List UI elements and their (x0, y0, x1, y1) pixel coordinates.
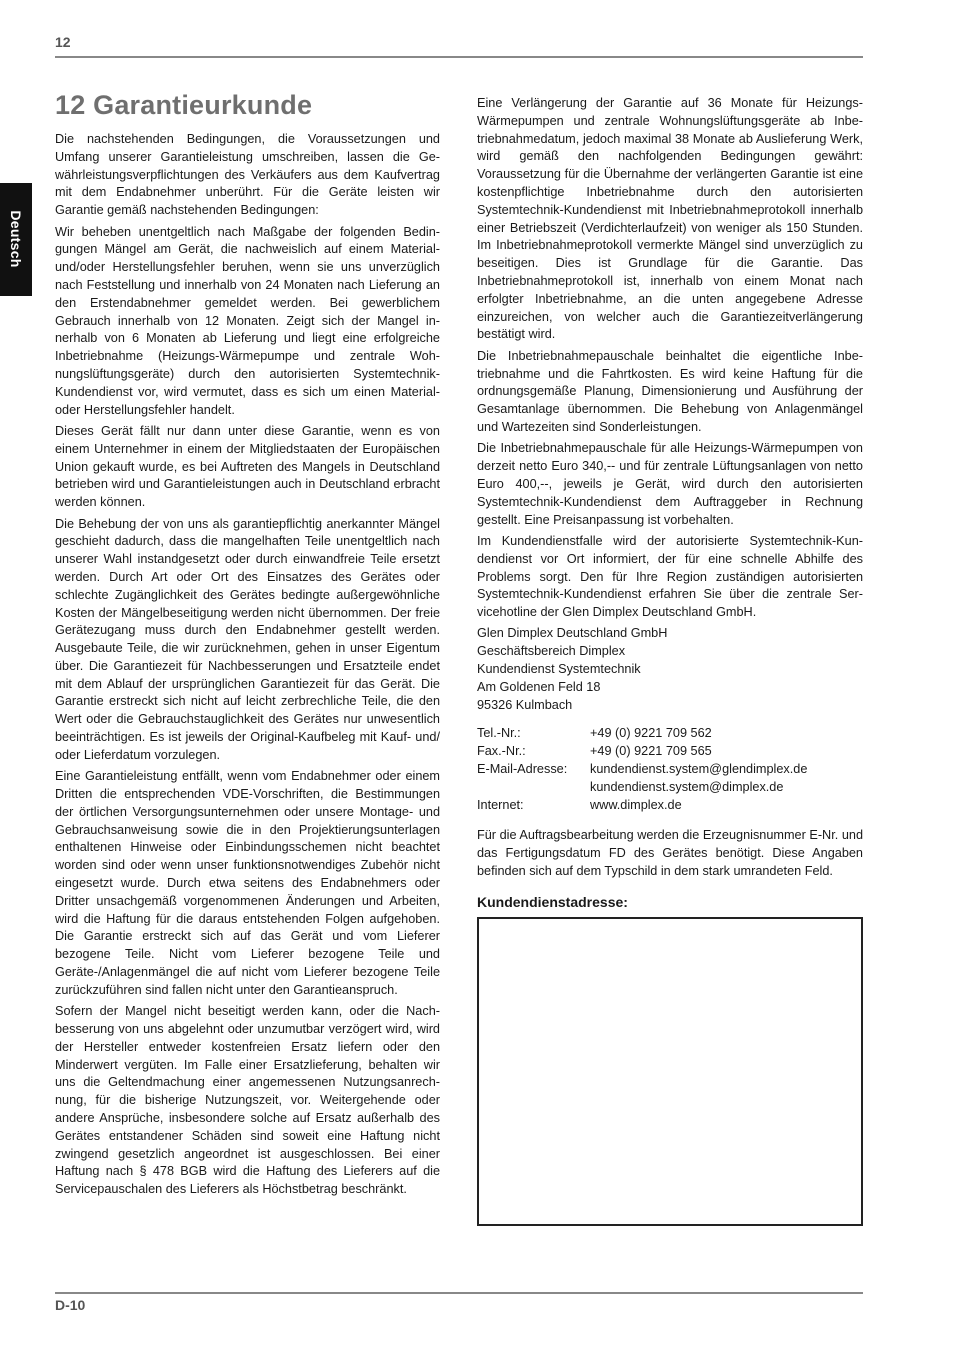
internet-label: Internet: (477, 797, 524, 812)
language-tab (0, 183, 32, 296)
contact-table (477, 725, 863, 814)
language-tab-label: Deutsch (8, 210, 24, 268)
paragraph: Sofern der Mangel nicht beseitigt werden kann, oder die Nachbesserung von uns abgelehnt oder unzumutbar verzögert wird, wird der Hersteller entweder kostenfreien Ersatz liefern oder den Minderwert vergüten. Im Falle einer Ersatzlieferung, behalten wir uns die Geltendmachung einer angemessenen Nutzungsanrechnung, für die bisherige Nutzungszeit, vor. Weitergehende oder andere Ansprüche, insbesondere solche auf Ersatz außerhalb des Gerätes entstandener Schäden sind soweit eine Haftung nicht zwingend gesetzlich angeordnet ist ausgeschlossen. Bei einer Haftung nach § 478 BGB wird die Haftung des Lieferers auf die Servicepauschalen des Lieferers als Höchstbetrag beschränkt. (55, 1004, 440, 1197)
contact-row-email-2 (477, 779, 863, 797)
email-value-secondary[interactable]: kundendienst.system@dimplex.de (590, 779, 784, 794)
page-title: 12 Garantieurkunde (55, 90, 313, 120)
service-address-title: Kundendienstadresse: (477, 893, 628, 910)
contact-row-tel (477, 725, 863, 743)
company-address (477, 625, 863, 714)
paragraph: Für die Auftragsbearbeitung werden die Erzeugnisnummer E-Nr. und das Fertigungsdatum FD des Gerätes benötigt. Diese Angaben befinden sich auf dem Typschild in dem stark umrandeten Feld. (477, 828, 863, 879)
footer-divider (55, 1292, 863, 1294)
email-label: E-Mail-Adresse: (477, 762, 568, 777)
paragraph: Eine Garantieleistung entfällt, wenn vom Endabnehmer oder einem Dritten die entsprechenden VDE-Vorschriften, die Bestimmungen der örtlichen Versorgungsunternehmen oder unsere Montage- und Gebrauchsanweisung sowie die in den Projektierungsunterlagen enthaltenen Hinweise oder Einbindungsschemen nicht beachtet worden sind oder wenn unser funktionsnotwendiges Zubehör nicht eingesetzt wurde. Durch etwa seitens des Endabnehmers oder Dritter unsachgemäß vorgenommenen Änderungen und Arbeiten, wird die Haftung für die daraus entstehenden Folgen aufgehoben. Die Garantie erstreckt sich auf das Gerät und vom Lieferer bezogene Teile. Nicht vom Lieferer bezogene Teile und Geräte-/Anlagenmängel die auf nicht vom Lieferer bezogene Teile zurückzuführen sind fallen nicht unter den Garantieanspruch. (55, 769, 440, 997)
header-page-number: 12 (55, 34, 71, 50)
service-address-box[interactable] (477, 917, 863, 1226)
address-line: Geschäftsbereich Dimplex (477, 644, 626, 659)
paragraph: Wir beheben unentgeltlich nach Maßgabe der folgenden Bedingungen Mängel am Gerät, die nachweislich auf einem Material- und/oder Herstellungsfehler beruhen, wenn sie uns unverzüglich nach Feststellung und innerhalb von 24 Monaten nach Lieferung an den Erstendabnehmer gemeldet werden. Bei gewerblichem Gebrauch innerhalb von 12 Monaten. Zeigt sich der Mangel innerhalb von 6 Monaten ab Lieferung und liegt eine erfolgreiche Inbetriebnahme (Heizungs-Wärmepumpe und zentrale Wohnungslüftungsgeräte) durch den autorisierten Systemtechnik-Kundendienst vor, wird vermutet, dass es sich um einen Material- oder Herstellungsfehler handelt. (55, 224, 440, 417)
address-line: Am Goldenen Feld 18 (477, 679, 601, 694)
email-label-spacer (477, 779, 590, 797)
paragraph: Die Behebung der von uns als garantiepflichtig anerkannter Mängel geschieht dadurch, dass die mangelhaften Teile unentgeltlich nach unserer Wahl instandgesetzt oder durch einwandfreie Teile ersetzt werden. Durch Art oder Ort des Einsatzes des Gerätes oder schlechte Zugänglichkeit des Gerätes bedingte außergewöhnliche Kosten der Mängelbeseitigung werden nicht übernommen. Der freie Gerätezugang muss durch den Endabnehmer gestellt werden. Ausgebaute Teile, die wir zurücknehmen, gehen in unser Eigentum über. Die Garantiezeit für Nachbesserungen und Ersatzteile endet mit dem Ablauf der ursprünglichen Garantiezeit für das Gerät. Die Garantie erstreckt sich nicht auf leicht zerbrechliche Teile, die den Wert oder die Gebrauchstauglichkeit des Gerätes nur unwesentlich beeinträchtigen. Es ist jeweils der Original-Kaufbeleg mit Kauf- und/ oder Lieferdatum vorzulegen. (55, 516, 440, 762)
paragraph: Eine Verlängerung der Garantie auf 36 Monate für Heizungs-Wärmepumpen und zentrale Wohnungslüftungsgeräte ab Inbetriebnahmedatum, jedoch maximal 38 Monate ab Auslieferung Werk, wird gemäß den nachfolgenden Bedingungen gewährt: Voraussetzung für die Übernahme der verlängerten Garantie ist eine kostenpflichtige Inbetriebnahme durch den autorisierten Systemtechnik-Kundendienst mit Inbetriebnahmeprotokoll innerhalb einer Betriebszeit (Verdichterlaufzeit) von weniger als 150 Stunden. Im Inbetriebnahmeprotokoll vermerkte Mängel sind unverzüglich zu beseitigen. Dies ist Grundlage für die Garantie. Das Inbetriebnahmeprotokoll ist, innerhalb von einem Monat nach erfolgter Inbetriebnahme, an die unten angegebene Adresse einzureichen, von welcher auch die Garantiezeitverlängerung bestätigt wird. (477, 96, 863, 342)
address-line: Glen Dimplex Deutschland GmbH (477, 626, 668, 641)
paragraph: Die Inbetriebnahmepauschale für alle Heizungs-Wärmepumpen von derzeit netto Euro 340,-- und für zentrale Lüftungsanlagen von netto Euro 400,--, jeweils je Gerät, wird durch den autorisierten Systemtechnik-Kundendienst dem Auftraggeber in Rechnung gestellt. Eine Preisanpassung ist vorbehalten. (477, 441, 863, 527)
contact-row-internet (477, 797, 863, 815)
paragraph: Die Inbetriebnahmepauschale beinhaltet die eigentliche Inbetriebnahme und die Fahrtkosten. Es wird keine Haftung für die ordnungsgemäße Planung, Dimensionierung und Ausführung der Gesamtanlage übernommen. Die Behebung von Anlagenmängel und Wartezeiten sind Sonderleistungen. (477, 348, 863, 434)
tel-label: Tel.-Nr.: (477, 726, 521, 741)
email-value[interactable]: kundendienst.system@glendimplex.de (590, 762, 808, 777)
address-line: Kundendienst Systemtechnik (477, 662, 641, 677)
fax-value: +49 (0) 9221 709 565 (590, 744, 712, 759)
internet-value[interactable]: www.dimplex.de (590, 797, 682, 812)
contact-row-email (477, 761, 863, 779)
tel-value: +49 (0) 9221 709 562 (590, 726, 712, 741)
fax-label: Fax.-Nr.: (477, 744, 526, 759)
address-line: 95326 Kulmbach (477, 697, 573, 712)
right-column (477, 95, 863, 1226)
contact-row-fax (477, 743, 863, 761)
paragraph: Die nachstehenden Bedingungen, die Voraussetzungen und Umfang unserer Garantieleistung umschreiben, lassen die Gewährleistungsverpflichtungen des Verkäufers aus dem Kaufvertrag mit dem Endabnehmer unberührt. Für die Geräte leisten wir Garantie gemäß nachstehenden Bedingungen: (55, 132, 440, 218)
paragraph: Dieses Gerät fällt nur dann unter diese Garantie, wenn es von einem Unternehmer in einem der Mitgliedstaaten der Europäischen Union gekauft wurde, es bei Auftreten des Mangels in Deutschland betrieben wird und Garantieleistungen auch in Deutschland erbracht werden können. (55, 423, 440, 510)
header-divider (55, 56, 863, 58)
paragraph: Im Kundendienstfalle wird der autorisierte Systemtechnik-Kundendienst vor Ort informiert, der für eine schnelle Abhilfe des Problems sorgt. Den für Ihre Region zuständigen autorisierten Systemtechnik-Kundendienst erfahren Sie über die zentrale Servicehotline der Glen Dimplex Deutschland GmbH. (477, 533, 863, 620)
left-column (55, 131, 440, 1203)
footer-page-number: D-10 (55, 1297, 86, 1313)
